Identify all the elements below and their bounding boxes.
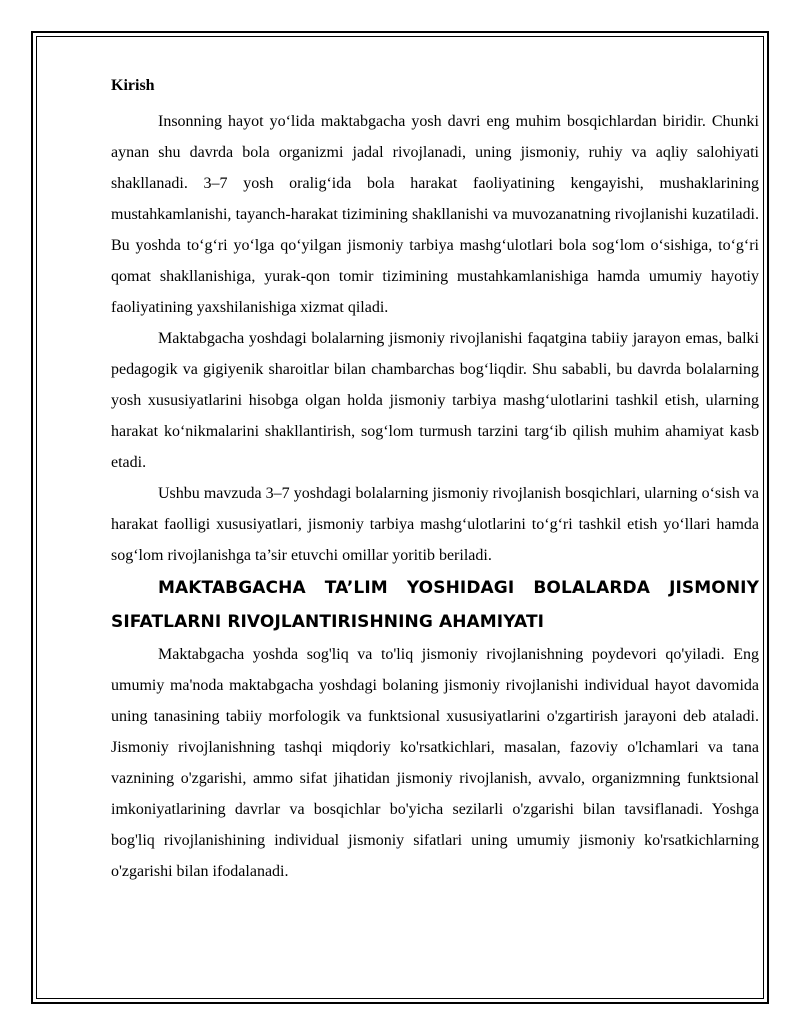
paragraph-3: Ushbu mavzuda 3–7 yoshdagi bolalarning jismoniy rivojlanish bosqichlari, ularning o‘sish va harakat faolligi xususiyatlari, jismoniy tarbiya mashg‘ulotlarini to‘g‘ri tashkil etish yo‘llari hamda sog‘lom rivojlanishga ta’sir etuvchi omillar yoritib beriladi. bbox=[111, 485, 759, 564]
paragraph-1: Insonning hayot yo‘lida maktabgacha yosh davri eng muhim bosqichlardan biridir. Chunki aynan shu davrda bola organizmi jadal rivojlanadi, uning jismoniy, ruhiy va aqliy salohiyati shakllanadi. 3–7 yosh oralig‘ida bola harakat faoliyatining kengayishi, mushaklarining mustahkamlanishi, tayanch-harakat tizimining shakllanishi va muvozanatning rivojlanishi kuzatiladi. Bu yoshda to‘g‘ri yo‘lga qo‘yilgan jismoniy tarbiya mashg‘ulotlari bola sog‘lom o‘sishiga, to‘g‘ri qomat shakllanishiga, yurak-qon tomir tizimining mustahkamlanishiga hamda umumiy hayotiy faoliyatining yaxshilanishiga xizmat qiladi. bbox=[111, 113, 759, 316]
section-title: Kirish bbox=[111, 77, 155, 94]
chapter-heading: MAKTABGACHA TA’LIM YOSHIDAGI BOLALARDA JISMONIY SIFATLARNI RIVOJLANTIRISHNING AHAMIYATI bbox=[111, 578, 759, 632]
paragraph-4: Maktabgacha yoshda sog'liq va to'liq jismoniy rivojlanishning poydevori qo'yiladi. Eng umumiy ma'noda maktabgacha yoshdagi bolaning jismoniy rivojlanishi individual hayot davomida uning tanasining tabiiy morfologik va funktsional xususiyatlarini o'zgartirish jarayoni deb ataladi. Jismoniy rivojlanishning tashqi miqdoriy ko'rsatkichlari, masalan, fazoviy o'lchamlari va tana vaznining o'zgarishi, ammo sifat jihatidan jismoniy rivojlanish, avvalo, organizmning funktsional imkoniyatlarining davrlar va bosqichlar bo'yicha sezilarli o'zgarishi bilan tavsiflanadi. Yoshga bog'liq rivojlanishining individual jismoniy sifatlari uning umumiy jismoniy ko'rsatkichlarning o'zgarishi bilan ifodalanadi. bbox=[111, 646, 759, 880]
document-body bbox=[111, 72, 759, 887]
paragraph-2: Maktabgacha yoshdagi bolalarning jismoniy rivojlanishi faqatgina tabiiy jarayon emas, balki pedagogik va gigiyenik sharoitlar bilan chambarchas bog‘liqdir. Shu sababli, bu davrda bolalarning yosh xususiyatlarini hisobga olgan holda jismoniy tarbiya mashg‘ulotlarini tashkil etish, ularning harakat ko‘nikmalarini shakllantirish, sog‘lom turmush tarzini targ‘ib qilish muhim ahamiyat kasb etadi. bbox=[111, 330, 759, 471]
